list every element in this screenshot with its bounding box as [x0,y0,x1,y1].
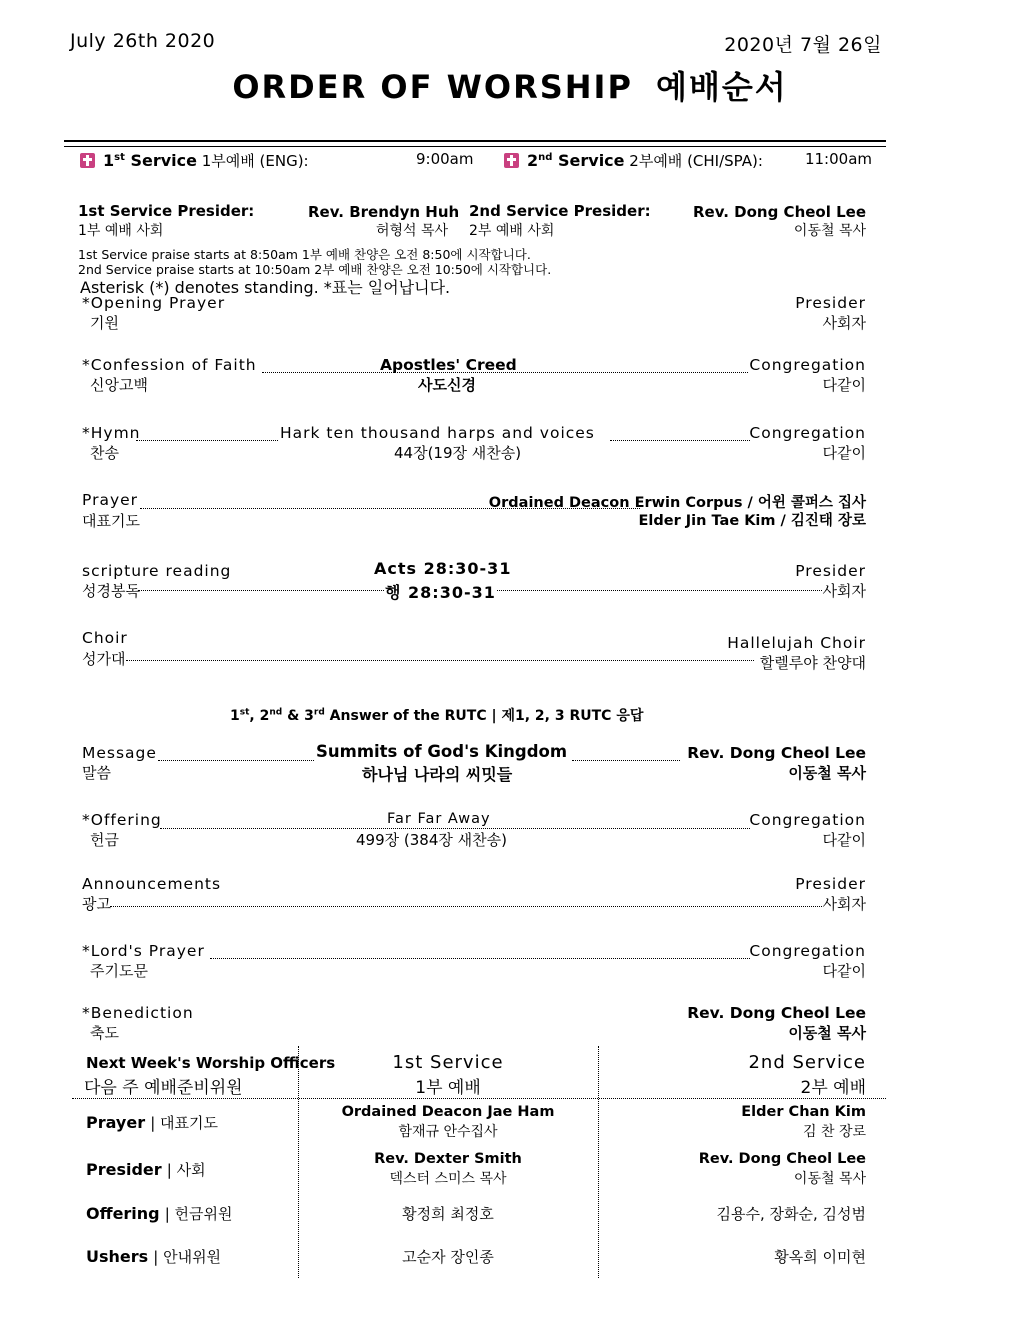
service-first-time: 9:00am [416,150,474,168]
confession-title: Apostles' Creed [380,356,517,374]
lords-prayer-label: *Lord's Prayer [82,942,205,960]
message-label: Message [82,744,157,762]
title-rule-thin [64,146,886,147]
leader-dots [126,660,754,661]
prayer-label: Prayer [82,491,139,509]
officers-table [72,1046,886,1278]
choir-label-ko: 성가대 [82,650,126,668]
row-prayer-second-ko: 김 찬 장로 [803,1124,866,1140]
confession-leader-ko: 다같이 [822,376,866,394]
col-first-service-ko: 1부 예배 [415,1078,481,1098]
row-divider [72,1098,886,1099]
row-presider-second-ko: 이동철 목사 [793,1171,866,1187]
leader-dots [572,760,680,761]
second-presider-name: Rev. Dong Cheol Lee [692,203,866,221]
hymn-label: *Hymn [82,424,141,442]
message-preacher-ko: 이동철 목사 [788,764,866,782]
title-rule-thick [64,140,886,142]
row-ushers-second: 황옥희 이미현 [774,1248,866,1266]
leader-dots [610,440,750,441]
scripture-label: scripture reading [82,562,232,580]
benediction-leader: Rev. Dong Cheol Lee [687,1004,866,1022]
confession-label-ko: 신앙고백 [90,376,148,394]
cross-icon [80,153,95,168]
hymn-leader-ko: 다같이 [822,444,866,462]
prayer-label-ko: 대표기도 [82,512,140,530]
row-presider-second: Rev. Dong Cheol Lee [698,1151,866,1167]
opening-prayer-label: *Opening Prayer [82,294,226,312]
row-prayer-first-ko: 함재규 안수집사 [398,1124,498,1140]
scripture-leader: Presider [795,562,866,580]
opening-prayer-leader-ko: 사회자 [822,314,866,332]
opening-prayer-leader: Presider [795,294,866,312]
scripture-leader-ko: 사회자 [822,582,866,600]
leader-dots [136,440,278,441]
announcements-leader: Presider [795,875,866,893]
confession-label: *Confession of Faith [82,356,257,374]
benediction-leader-ko: 이동철 목사 [788,1024,866,1042]
lords-prayer-label-ko: 주기도문 [90,962,148,980]
column-divider [598,1046,599,1278]
opening-prayer-label-ko: 기원 [90,314,119,332]
choir-label: Choir [82,629,128,647]
sermon-title-ko: 하나님 나라의 씨밋들 [362,765,513,784]
benediction-label-ko: 축도 [90,1024,119,1042]
benediction-label: *Benediction [82,1004,194,1022]
service-second-time: 11:00am [804,150,872,168]
row-offering-second: 김용수, 장화순, 김성범 [716,1205,866,1223]
offering-hymn: Far Far Away [387,811,491,827]
offering-hymn-number: 499장 (384장 새찬송) [356,831,507,849]
announcements-label: Announcements [82,875,222,893]
choir-name: Hallelujah Choir [727,634,866,652]
message-preacher: Rev. Dong Cheol Lee [687,744,866,762]
officers-heading-ko: 다음 주 예배준비위원 [84,1078,243,1098]
col-second-service: 2nd Service [748,1052,866,1073]
scripture-passage-ko: 행 28:30-31 [385,580,496,603]
row-prayer-first: Ordained Deacon Jae Ham [341,1104,555,1120]
title-order: ORDER OF [232,68,447,106]
title-worship: WORSHIP [446,68,633,106]
first-presider-name-ko: 허형석 목사 [376,223,449,239]
first-presider-label: 1st Service Presider: [78,202,255,220]
rutc-answer: 1st, 2nd & 3rd Answer of the RUTC | 제1, 2, 3 RUTC 응답 [230,707,644,724]
hymn-number: 44장(19장 새찬송) [394,444,522,462]
announcements-label-ko: 광고 [82,895,111,913]
leader-dots [158,760,314,761]
prayer-leader-alt: Elder Jin Tae Kim / 김진태 장로 [638,513,866,529]
second-presider-label-ko: 2부 예배 사회 [469,223,555,239]
leader-dots [210,958,750,959]
table-row: Ushers | 안내위원 [86,1247,222,1266]
offering-label: *Offering [82,811,162,829]
row-offering-first: 황정희 최정호 [402,1205,494,1223]
second-presider-name-ko: 이동철 목사 [793,223,866,239]
row-presider-first: Rev. Dexter Smith [374,1151,522,1167]
service-first: 1st Service 1부예배 (ENG): [80,150,309,171]
lords-prayer-leader-ko: 다같이 [822,962,866,980]
confession-leader: Congregation [749,356,866,374]
offering-leader-ko: 다같이 [822,831,866,849]
note-first-praise: 1st Service praise starts at 8:50am 1부 예배 찬양은 오전 8:50에 시작합니다. [78,247,531,262]
row-presider-first-ko: 덱스터 스미스 목사 [389,1171,507,1187]
scripture-passage: Acts 28:30-31 [374,559,512,578]
second-presider-label: 2nd Service Presider: [469,202,651,220]
row-ushers-first: 고순자 장인종 [402,1248,494,1266]
choir-name-ko: 할렐루야 찬양대 [759,654,866,672]
date-korean: 2020년 7월 26일 [724,34,882,56]
scripture-label-ko: 성경봉독 [82,582,140,600]
offering-label-ko: 헌금 [90,831,119,849]
page-title [0,62,1020,108]
col-first-service: 1st Service [392,1052,504,1073]
announcements-leader-ko: 사회자 [822,895,866,913]
cross-icon [504,153,519,168]
officers-heading: Next Week's Worship Officers [86,1054,336,1072]
hymn-label-ko: 찬송 [90,444,119,462]
table-row: Presider | 사회 [86,1160,206,1179]
service-second: 2nd Service 2부예배 (CHI/SPA): [504,150,763,171]
lords-prayer-leader: Congregation [749,942,866,960]
prayer-leader: Ordained Deacon Erwin Corpus / 어윈 콜퍼스 집사 [488,495,866,511]
table-row: Offering | 헌금위원 [86,1204,233,1223]
table-row: Prayer | 대표기도 [86,1113,218,1132]
confession-title-ko: 사도신경 [418,376,476,394]
first-presider-name: Rev. Brendyn Huh [308,203,460,221]
hymn-leader: Congregation [749,424,866,442]
col-second-service-ko: 2부 예배 [800,1078,866,1098]
leader-dots [110,906,822,907]
date-english: July 26th 2020 [70,30,216,52]
title-korean: 예배순서 [656,68,788,106]
note-asterisk: Asterisk (*) denotes standing. *표는 일어납니다. [80,278,451,297]
hymn-title: Hark ten thousand harps and voices [280,424,595,442]
offering-leader: Congregation [749,811,866,829]
message-label-ko: 말씀 [82,764,111,782]
first-presider-label-ko: 1부 예배 사회 [78,223,164,239]
note-second-praise: 2nd Service praise starts at 10:50am 2부 예배 찬양은 오전 10:50에 시작합니다. [78,262,552,277]
row-prayer-second: Elder Chan Kim [741,1104,866,1120]
sermon-title: Summits of God's Kingdom [316,742,568,761]
